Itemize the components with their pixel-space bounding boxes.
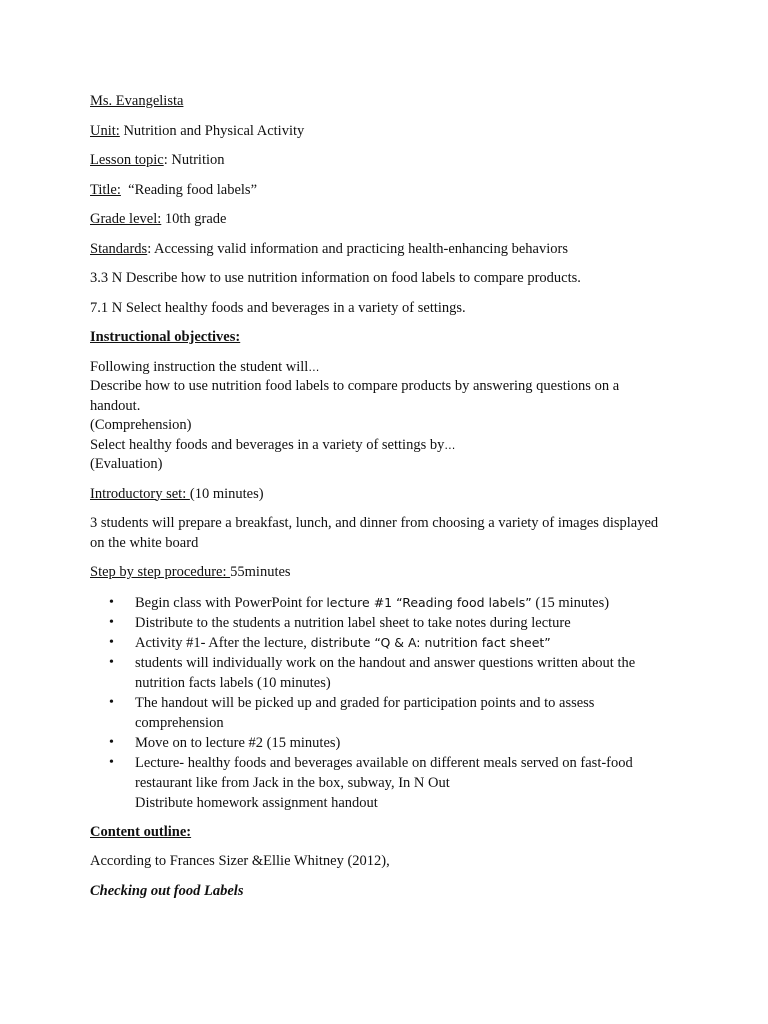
objective-2-level: (Evaluation): [90, 456, 163, 472]
bullet-icon: •: [109, 614, 114, 630]
introductory-set-text: 3 students will prepare a breakfast, lunch, and dinner from choosing a variety of images displayed on the white board: [90, 515, 659, 551]
bullet-icon: •: [109, 654, 114, 670]
objectives-heading: Instructional objectives:: [90, 329, 241, 345]
introductory-set-label: Introductory set:: [90, 485, 190, 502]
bullet-icon: •: [109, 734, 114, 750]
introductory-set-line: [90, 485, 670, 505]
procedure-step-text: Lecture- healthy foods and beverages available on different meals served on fast-food restaurant like from Jack in the box, subway, In N Out: [135, 754, 633, 791]
objective-2: Select healthy foods and beverages in a variety of settings by…: [90, 436, 457, 453]
procedure-steps-list: [90, 593, 670, 793]
standards-line: [90, 240, 670, 260]
procedure-step-highlight: distribute “Q & A: nutrition fact sheet”: [310, 634, 551, 650]
procedure-step: [109, 633, 670, 653]
content-outline-heading: Content outline:: [90, 823, 192, 840]
procedure-step-highlight: lecture #1 “Reading food labels”: [326, 594, 532, 610]
bullet-icon: •: [109, 694, 114, 710]
procedure-step: [109, 653, 670, 693]
title-label: Title:: [90, 181, 121, 198]
introductory-set-value: (10 minutes): [189, 485, 264, 502]
lesson-plan-document: [90, 92, 670, 911]
lesson-topic-value: : Nutrition: [163, 152, 225, 168]
procedure-step: [109, 593, 670, 613]
lesson-topic-label: Lesson topic: [90, 152, 164, 168]
content-citation: According to Frances Sizer &Ellie Whitney (2012),: [90, 853, 390, 869]
objective-1: Describe how to use nutrition food labels to compare products by answering questions on a handout.: [90, 378, 620, 414]
standard-7-1: 7.1 N Select healthy foods and beverages in a variety of settings.: [90, 299, 466, 316]
procedure-step-text: Begin class with PowerPoint for: [135, 594, 327, 611]
procedure-step-text: Move on to lecture #2 (15 minutes): [135, 734, 341, 751]
lesson-topic-line: [90, 151, 670, 171]
grade-level-value: 10th grade: [161, 211, 227, 227]
grade-level-label: Grade level:: [90, 211, 162, 227]
unit-line: [90, 122, 670, 142]
procedure-step: [109, 693, 670, 733]
bullet-icon: •: [109, 594, 114, 610]
grade-level-line: [90, 210, 670, 230]
procedure-step-text: Distribute to the students a nutrition label sheet to take notes during lecture: [135, 614, 571, 631]
standards-label: Standards: [90, 240, 148, 257]
unit-value: Nutrition and Physical Activity: [119, 122, 305, 139]
procedure-step-continuation: Distribute homework assignment handout: [135, 794, 378, 811]
procedure-step: [109, 733, 670, 753]
bullet-icon: •: [109, 754, 114, 770]
procedure-step-duration: (15 minutes): [531, 594, 610, 611]
content-subheading: Checking out food Labels: [90, 882, 244, 899]
procedure-step-text: Activity #1- After the lecture,: [135, 634, 311, 651]
standard-3-3: 3.3 N Describe how to use nutrition information on food labels to compare products.: [90, 270, 581, 286]
procedure-step-text: The handout will be picked up and graded for participation points and to assess comprehension: [135, 694, 595, 731]
title-value: “Reading food labels”: [120, 181, 257, 198]
procedure-step-text: students will individually work on the handout and answer questions written about the nutrition facts labels (10 minutes): [135, 654, 636, 691]
procedure-step: [109, 753, 670, 793]
standards-value: : Accessing valid information and practicing health-enhancing behaviors: [147, 240, 568, 257]
bullet-icon: •: [109, 634, 114, 650]
title-line: [90, 181, 670, 201]
objective-1-level: (Comprehension): [90, 417, 192, 433]
objectives-intro: Following instruction the student will…: [90, 358, 321, 375]
teacher-name: Ms. Evangelista: [90, 93, 184, 109]
procedure-label: Step by step procedure:: [90, 564, 231, 580]
procedure-step: [109, 613, 670, 633]
unit-label: Unit:: [90, 122, 120, 139]
procedure-line: [90, 563, 670, 583]
procedure-value: 55minutes: [230, 564, 291, 580]
objectives-block: [90, 358, 670, 475]
